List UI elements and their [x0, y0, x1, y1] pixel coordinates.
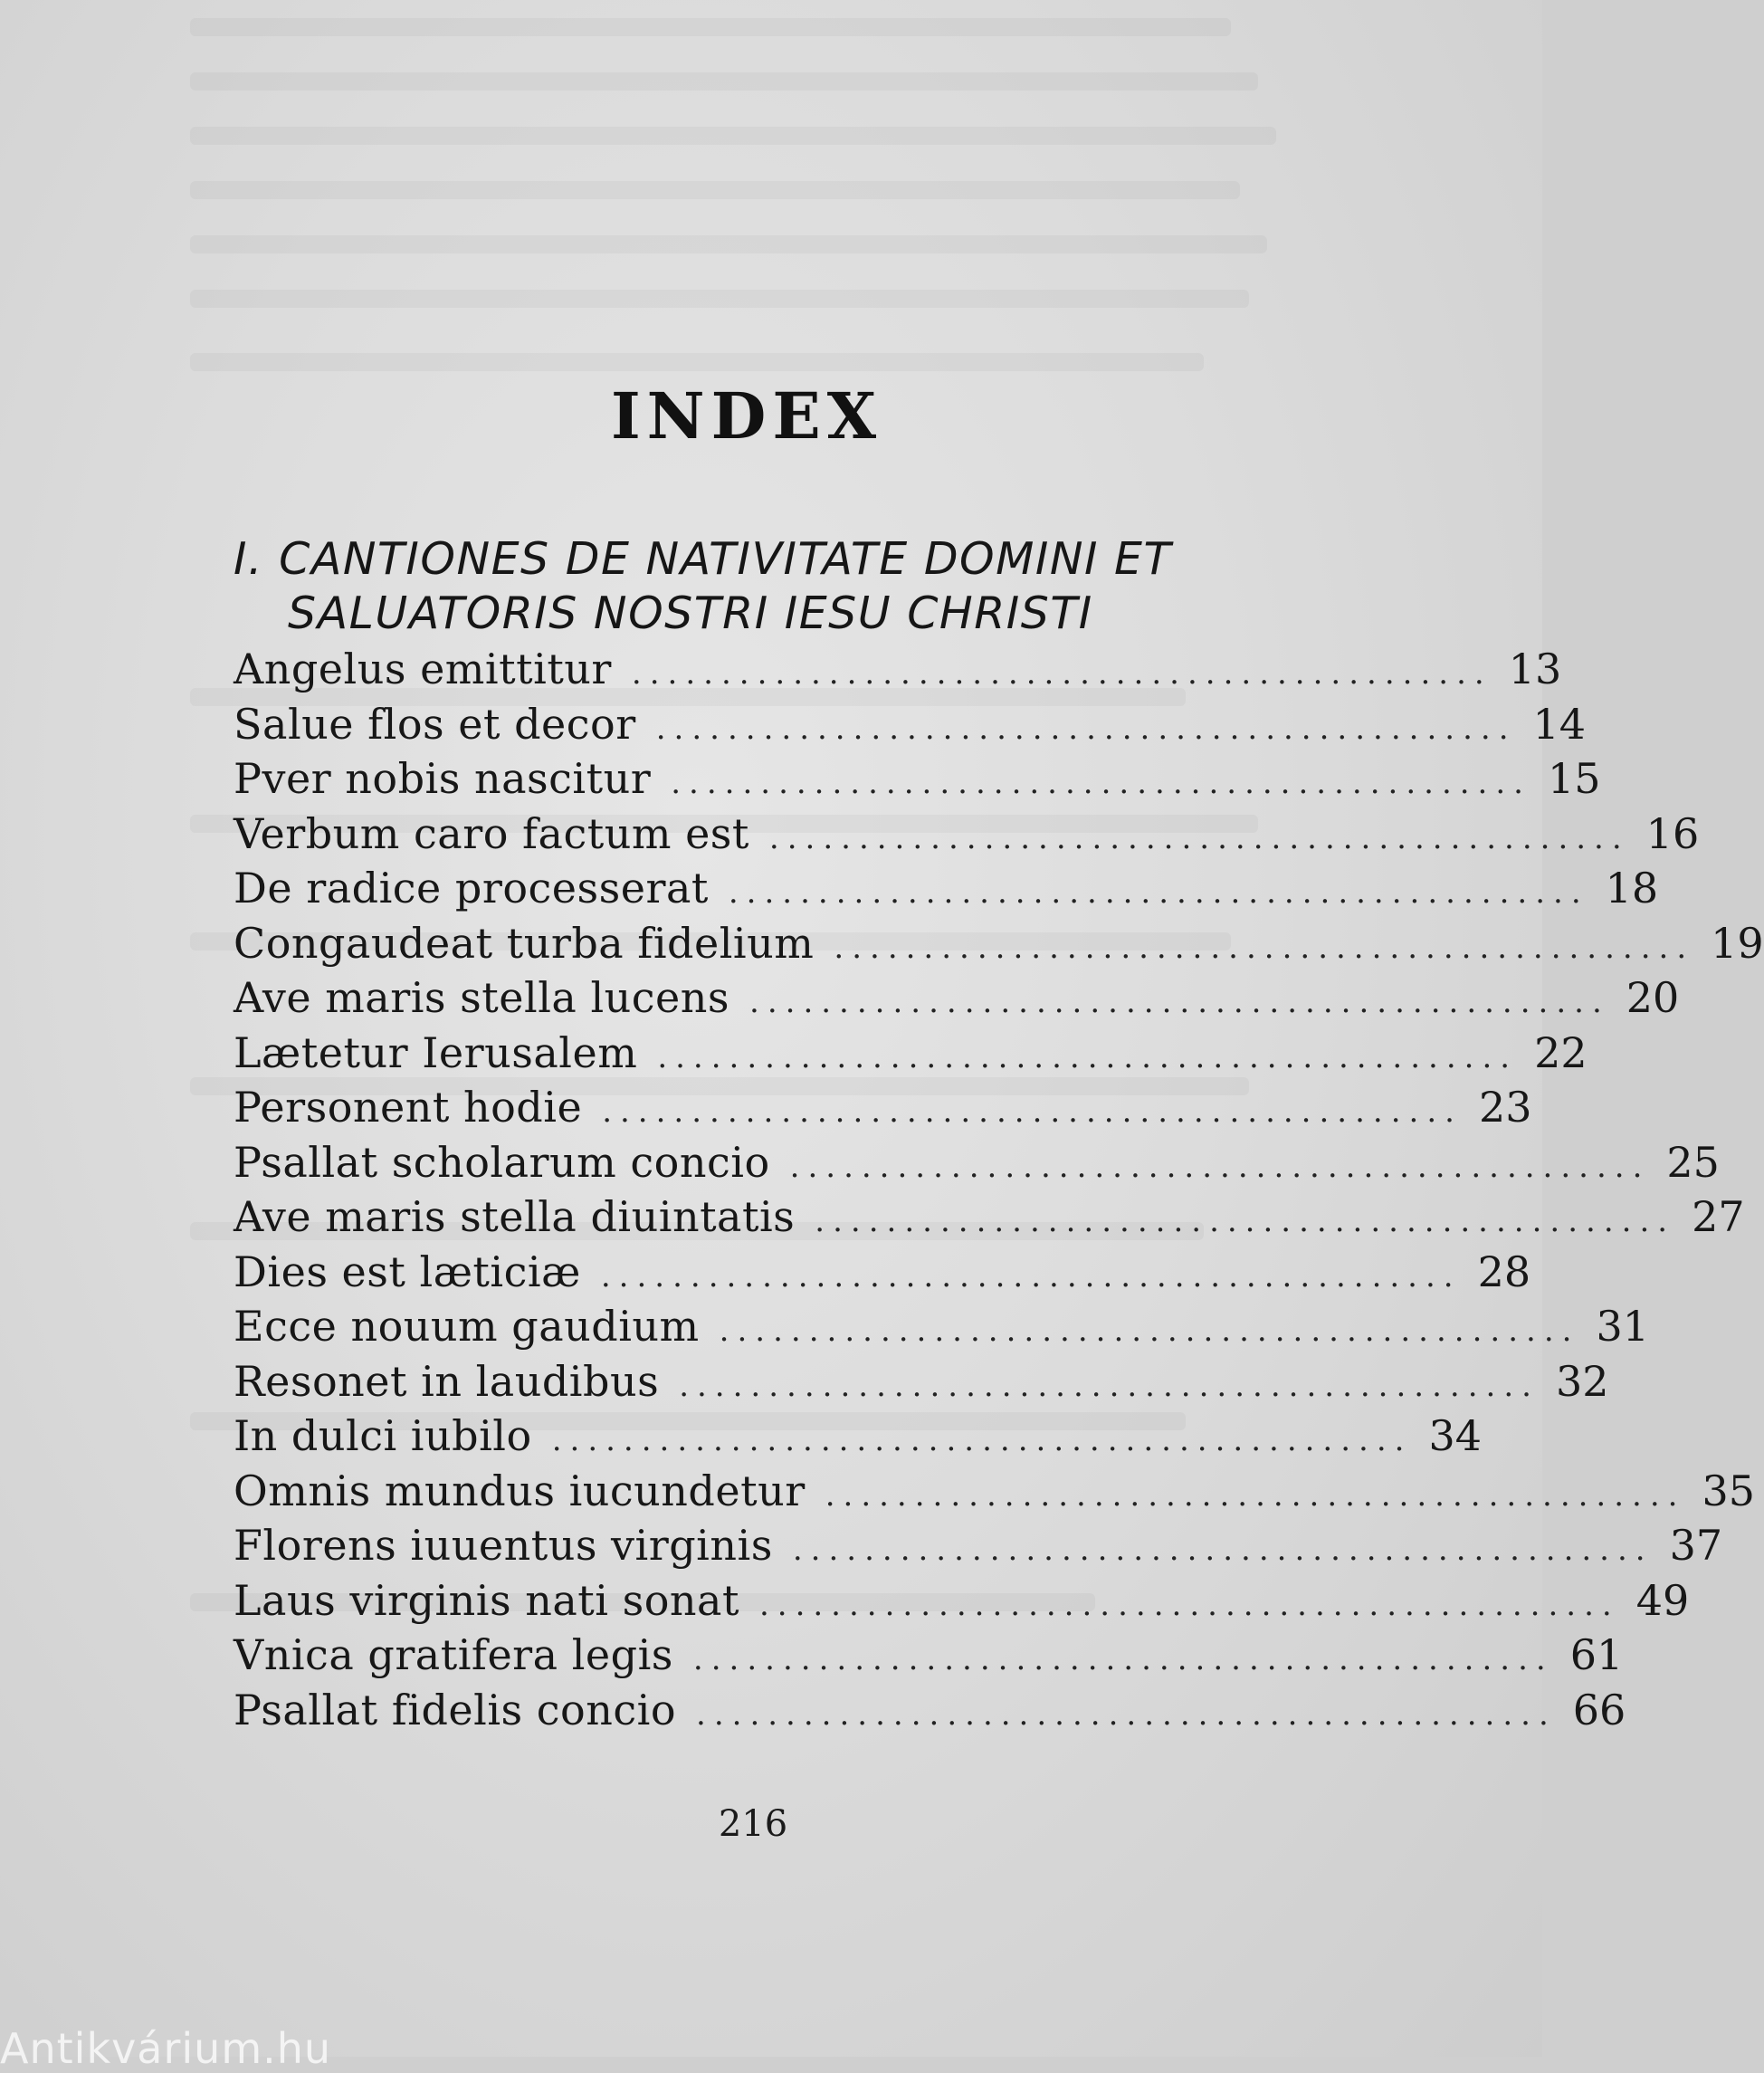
entry-page-number: 34	[1428, 1411, 1483, 1460]
dot-leader: ................................................	[758, 1586, 1620, 1623]
index-entry	[234, 1192, 1745, 1247]
entry-page-number: 31	[1596, 1302, 1649, 1351]
entry-page-number: 66	[1572, 1685, 1626, 1734]
entry-page-number: 18	[1605, 864, 1659, 912]
dot-leader: ................................................	[719, 1313, 1580, 1349]
entry-title: Salue flos et decor	[234, 699, 636, 749]
dot-leader: ................................................	[815, 1203, 1676, 1239]
index-entry	[234, 808, 1700, 865]
index-entry	[234, 1521, 1723, 1576]
dot-leader: ................................................	[789, 1148, 1651, 1185]
entry-page-number: 27	[1692, 1192, 1745, 1241]
entry-title: In dulci iubilo	[234, 1411, 532, 1460]
index-title: INDEX	[610, 378, 883, 454]
dot-leader: ................................................	[768, 819, 1630, 856]
dot-leader: ................................................	[657, 1038, 1519, 1075]
index-entry	[234, 1302, 1649, 1357]
entry-page-number: 16	[1645, 808, 1700, 858]
dot-leader: ................................................	[696, 1696, 1557, 1733]
entry-title: Ecce nouum gaudium	[234, 1302, 700, 1351]
dot-leader: ................................................	[825, 1476, 1686, 1514]
entry-title: Personent hodie	[234, 1083, 583, 1132]
dot-leader: ................................................	[749, 984, 1610, 1020]
index-entry	[234, 973, 1680, 1028]
dot-leader: ................................................	[728, 874, 1589, 911]
entry-title: Verbum caro factum est	[234, 808, 749, 858]
dot-leader: ................................................	[792, 1532, 1654, 1568]
dot-leader: ................................................	[551, 1422, 1413, 1458]
index-entry	[234, 645, 1562, 700]
entry-page-number: 19	[1711, 918, 1764, 968]
entry-title: Resonet in laudibus	[234, 1356, 660, 1406]
index-entry	[234, 699, 1587, 755]
index-entry	[234, 918, 1764, 974]
index-entry	[234, 1027, 1588, 1084]
dot-leader: ................................................	[834, 929, 1695, 966]
index-entry	[234, 1466, 1756, 1522]
page-number: 216	[718, 1803, 788, 1845]
dot-leader: ................................................	[602, 1094, 1463, 1130]
entry-title: Florens iuuentus virginis	[234, 1521, 773, 1570]
entry-title: Dies est læticiæ	[234, 1247, 581, 1296]
entry-title: Ave maris stella lucens	[234, 973, 730, 1022]
dot-leader: ................................................	[671, 765, 1531, 801]
entry-title: Psallat fidelis concio	[234, 1685, 677, 1734]
entry-title: Ave maris stella diuintatis	[234, 1192, 796, 1241]
entry-title: De radice processerat	[234, 864, 709, 912]
entry-page-number: 23	[1478, 1083, 1532, 1132]
index-entry	[234, 1630, 1624, 1686]
index-entry	[234, 1083, 1532, 1138]
entry-page-number: 35	[1702, 1466, 1756, 1515]
entry-title: Angelus emittitur	[234, 645, 612, 693]
section-heading-line-1: I. CANTIONES DE NATIVITATE DOMINI ET	[234, 533, 1172, 585]
entry-title: Lætetur Ierusalem	[234, 1027, 638, 1077]
dot-leader: ................................................	[692, 1641, 1554, 1677]
index-entry-list	[234, 645, 1764, 1740]
entry-title: Congaudeat turba fidelium	[234, 918, 815, 968]
entry-title: Omnis mundus iucundetur	[234, 1466, 806, 1515]
section-heading	[234, 532, 1320, 641]
entry-title: Psallat scholarum concio	[234, 1137, 770, 1187]
index-entry	[234, 1685, 1626, 1741]
entry-page-number: 28	[1477, 1247, 1531, 1296]
index-entry	[234, 1356, 1609, 1412]
index-entry	[234, 1411, 1483, 1466]
index-entry	[234, 1137, 1720, 1193]
entry-title: Laus virginis nati sonat	[234, 1575, 739, 1625]
entry-title: Pver nobis nascitur	[234, 754, 652, 803]
dot-leader: ................................................	[600, 1257, 1462, 1294]
entry-page-number: 61	[1569, 1630, 1624, 1679]
index-entry	[234, 754, 1601, 809]
dot-leader: ................................................	[679, 1367, 1540, 1404]
entry-page-number: 22	[1534, 1027, 1588, 1077]
dot-leader: ................................................	[655, 710, 1517, 747]
section-heading-line-2: SALUATORIS NOSTRI IESU CHRISTI	[288, 588, 1093, 639]
entry-page-number: 15	[1547, 754, 1601, 803]
dot-leader: ................................................	[631, 655, 1492, 692]
watermark: Antikvárium.hu	[0, 2024, 332, 2073]
entry-page-number: 13	[1508, 645, 1562, 693]
entry-page-number: 49	[1635, 1575, 1690, 1625]
entry-title: Vnica gratifera legis	[234, 1630, 673, 1679]
entry-page-number: 20	[1626, 973, 1680, 1022]
entry-page-number: 37	[1669, 1521, 1723, 1570]
index-entry	[234, 864, 1659, 919]
index-entry	[234, 1575, 1690, 1631]
index-entry	[234, 1247, 1531, 1303]
entry-page-number: 25	[1666, 1137, 1720, 1187]
entry-page-number: 14	[1532, 699, 1587, 749]
entry-page-number: 32	[1555, 1356, 1609, 1406]
